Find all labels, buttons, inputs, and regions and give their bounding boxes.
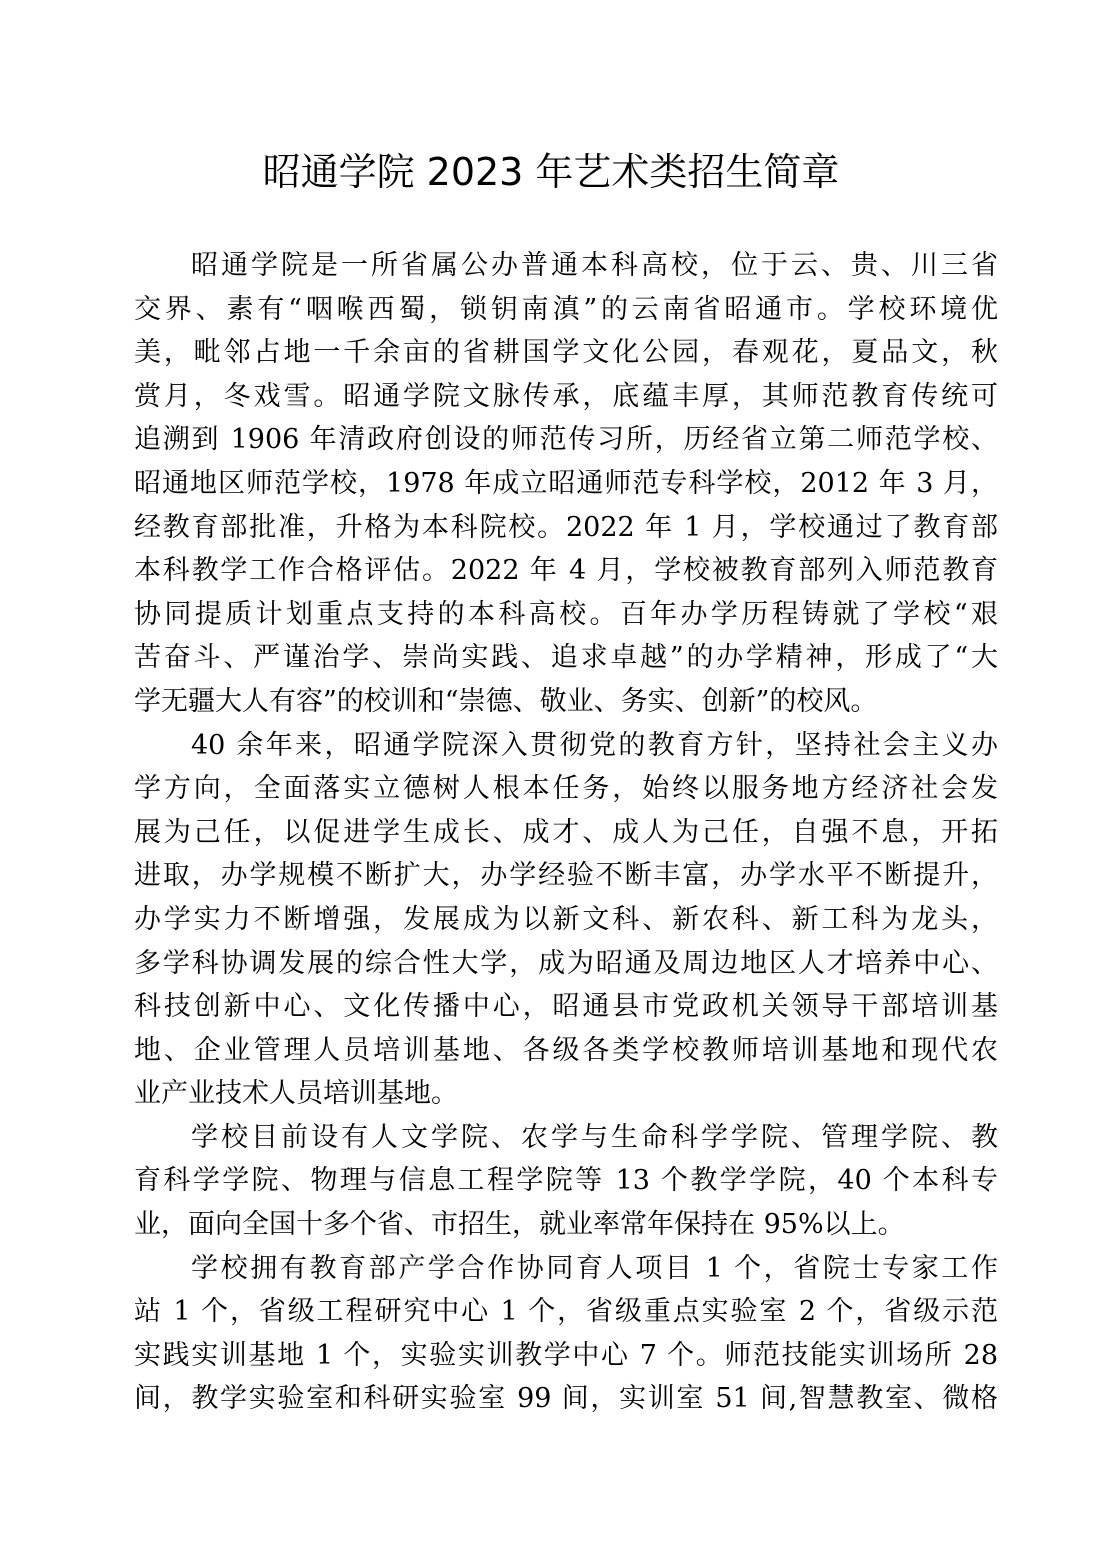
- text-line: 站 1 个，省级工程研究中心 1 个，省级重点实验室 2 个，省级示范: [134, 1296, 998, 1328]
- text-line: 苦奋斗、严谨治学、崇尚实践、追求卓越”的办学精神，形成了“大: [134, 642, 998, 674]
- text-line: 科技创新中心、文化传播中心，昭通县市党政机关领导干部培训基: [134, 991, 998, 1023]
- document-title: 昭通学院 2023 年艺术类招生简章: [262, 150, 840, 194]
- text-line: 学校拥有教育部产学合作协同育人项目 1 个，省院士专家工作: [191, 1252, 998, 1284]
- text-line: 业，面向全国十多个省、市招生，就业率常年保持在 95%以上。: [134, 1209, 905, 1241]
- text-line: 育科学学院、物理与信息工程学院等 13 个教学学院，40 个本科专: [134, 1165, 998, 1197]
- text-line: 学方向，全面落实立德树人根本任务，始终以服务地方经济社会发: [134, 773, 998, 805]
- text-line: 交界、素有“咽喉西蜀，锁钥南滇”的云南省昭通市。学校环境优: [134, 293, 998, 325]
- paragraph-facilities: [134, 1247, 998, 1421]
- text-line: 经教育部批准，升格为本科院校。2022 年 1 月，学校通过了教育部: [134, 511, 998, 543]
- text-line: 业产业技术人员培训基地。: [134, 1078, 458, 1110]
- text-line: 进取，办学规模不断扩大，办学经验不断丰富，办学水平不断提升，: [134, 860, 998, 892]
- text-line: 追溯到 1906 年清政府创设的师范传习所，历经省立第二师范学校、: [134, 424, 998, 456]
- text-line: 多学科协调发展的综合性大学，成为昭通及周边地区人才培养中心、: [134, 947, 998, 979]
- text-line: 40 余年来，昭通学院深入贯彻党的教育方针，坚持社会主义办: [191, 729, 998, 761]
- text-line: 间，教学实验室和科研实验室 99 间，实训室 51 间,智慧教室、微格: [134, 1383, 998, 1415]
- text-line: 地、企业管理人员培训基地、各级各类学校教师培训基地和现代农: [134, 1034, 998, 1066]
- paragraph-intro: [134, 244, 998, 724]
- text-line: 美，毗邻占地一千余亩的省耕国学文化公园，春观花，夏品文，秋: [134, 337, 998, 369]
- text-line: 本科教学工作合格评估。2022 年 4 月，学校被教育部列入师范教育: [134, 555, 998, 587]
- text-line: 办学实力不断增强，发展成为以新文科、新农科、新工科为龙头，: [134, 903, 998, 935]
- text-line: 实践实训基地 1 个，实验实训教学中心 7 个。师范技能实训场所 28: [134, 1339, 998, 1371]
- text-line: 昭通地区师范学校，1978 年成立昭通师范专科学校，2012 年 3 月，: [134, 467, 998, 499]
- text-line: 协同提质计划重点支持的本科高校。百年办学历程铸就了学校“艰: [134, 598, 998, 630]
- text-line: 赏月，冬戏雪。昭通学院文脉传承，底蕴丰厚，其师范教育传统可: [134, 380, 998, 412]
- text-line: 昭通学院是一所省属公办普通本科高校，位于云、贵、川三省: [191, 250, 998, 281]
- paragraph-development: [134, 724, 998, 1116]
- text-line: 学校目前设有人文学院、农学与生命科学学院、管理学院、教: [191, 1121, 998, 1153]
- text-line: 展为己任，以促进学生成长、成才、成人为己任，自强不息，开拓: [134, 816, 998, 848]
- text-line: 学无疆大人有容”的校训和“崇德、敬业、务实、创新”的校风。: [134, 685, 878, 717]
- paragraph-colleges: [134, 1116, 998, 1247]
- document-body: [134, 244, 998, 1421]
